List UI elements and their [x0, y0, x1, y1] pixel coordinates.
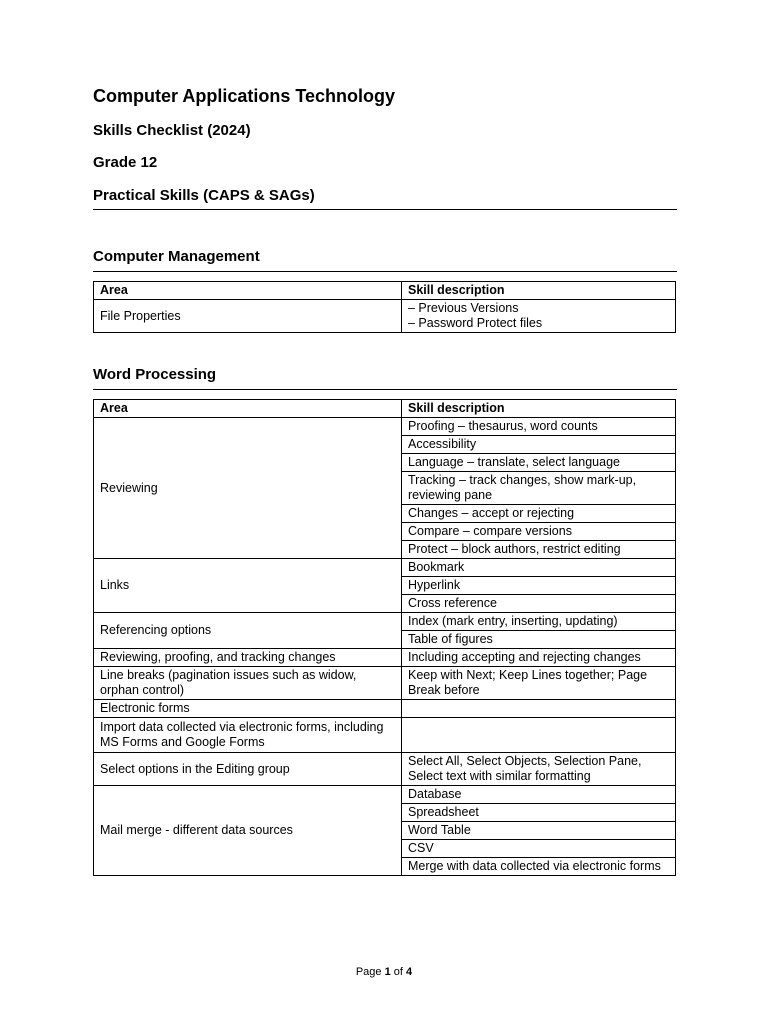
- table-header-row: [94, 282, 676, 300]
- page-footer: [0, 966, 768, 978]
- area-cell: File Properties: [94, 300, 402, 333]
- document-title: Computer Applications Technology: [93, 86, 396, 106]
- table-row: [94, 753, 676, 786]
- skill-cell: Select All, Select Objects, Selection Pane, Select text with similar formatting: [402, 753, 676, 786]
- header-skill-description: Skill description: [402, 400, 676, 418]
- skill-cell: Database: [402, 786, 676, 804]
- computer-management-table: [93, 281, 676, 333]
- table-row: [94, 418, 676, 436]
- section-rule-computer-management: [93, 271, 677, 272]
- section-heading-computer-management: Computer Management: [93, 248, 260, 265]
- skill-cell: Compare – compare versions: [402, 523, 676, 541]
- skill-cell: Proofing – thesaurus, word counts: [402, 418, 676, 436]
- skill-cell: Keep with Next; Keep Lines together; Page Break before: [402, 667, 676, 700]
- skill-cell: [402, 300, 676, 333]
- table-row: [94, 613, 676, 631]
- area-cell: Line breaks (pagination issues such as widow, orphan control): [94, 667, 402, 700]
- skill-cell: Bookmark: [402, 559, 676, 577]
- table-row: [94, 300, 676, 333]
- skill-cell: [402, 700, 676, 718]
- table-row: [94, 559, 676, 577]
- table-row: [94, 649, 676, 667]
- skill-cell: Cross reference: [402, 595, 676, 613]
- skill-line: – Previous Versions: [408, 301, 519, 315]
- document-subtitle: Skills Checklist (2024): [93, 122, 251, 139]
- footer-page-word: Page: [355, 966, 382, 978]
- skill-cell: Protect – block authors, restrict editing: [402, 541, 676, 559]
- practical-heading: Practical Skills (CAPS & SAGs): [93, 187, 315, 204]
- area-cell: Links: [94, 559, 402, 613]
- skill-cell: Merge with data collected via electronic forms: [402, 858, 676, 876]
- skill-cell: Changes – accept or rejecting: [402, 505, 676, 523]
- area-cell: Select options in the Editing group: [94, 753, 402, 786]
- footer-of-word: of: [393, 966, 403, 978]
- header-skill-description: Skill description: [402, 282, 676, 300]
- area-cell: Electronic forms: [94, 700, 402, 718]
- area-cell: Reviewing: [94, 418, 402, 559]
- skill-cell: Hyperlink: [402, 577, 676, 595]
- skill-cell: Table of figures: [402, 631, 676, 649]
- area-cell: Reviewing, proofing, and tracking changes: [94, 649, 402, 667]
- table-row: [94, 700, 676, 718]
- table-row: [94, 667, 676, 700]
- footer-page-total: 4: [406, 966, 413, 978]
- table-header-row: [94, 400, 676, 418]
- heading-rule: [93, 209, 677, 210]
- skill-cell: Index (mark entry, inserting, updating): [402, 613, 676, 631]
- skill-cell: Including accepting and rejecting changes: [402, 649, 676, 667]
- skill-cell: Spreadsheet: [402, 804, 676, 822]
- header-area: Area: [94, 400, 402, 418]
- section-rule-word-processing: [93, 389, 677, 390]
- word-processing-table: [93, 399, 676, 876]
- skill-cell: Accessibility: [402, 436, 676, 454]
- skill-cell: Tracking – track changes, show mark-up, reviewing pane: [402, 472, 676, 505]
- area-cell: Import data collected via electronic forms, including MS Forms and Google Forms: [94, 718, 402, 753]
- skill-cell: CSV: [402, 840, 676, 858]
- skill-line: – Password Protect files: [408, 316, 543, 330]
- skill-cell: [402, 718, 676, 753]
- footer-page-number: 1: [384, 966, 391, 978]
- skill-cell: Word Table: [402, 822, 676, 840]
- header-area: Area: [94, 282, 402, 300]
- table-row: [94, 718, 676, 753]
- section-heading-word-processing: Word Processing: [93, 366, 217, 383]
- area-cell: Mail merge - different data sources: [94, 786, 402, 876]
- area-cell: Referencing options: [94, 613, 402, 649]
- grade-heading: Grade 12: [93, 154, 158, 171]
- table-row: [94, 786, 676, 804]
- skill-cell: Language – translate, select language: [402, 454, 676, 472]
